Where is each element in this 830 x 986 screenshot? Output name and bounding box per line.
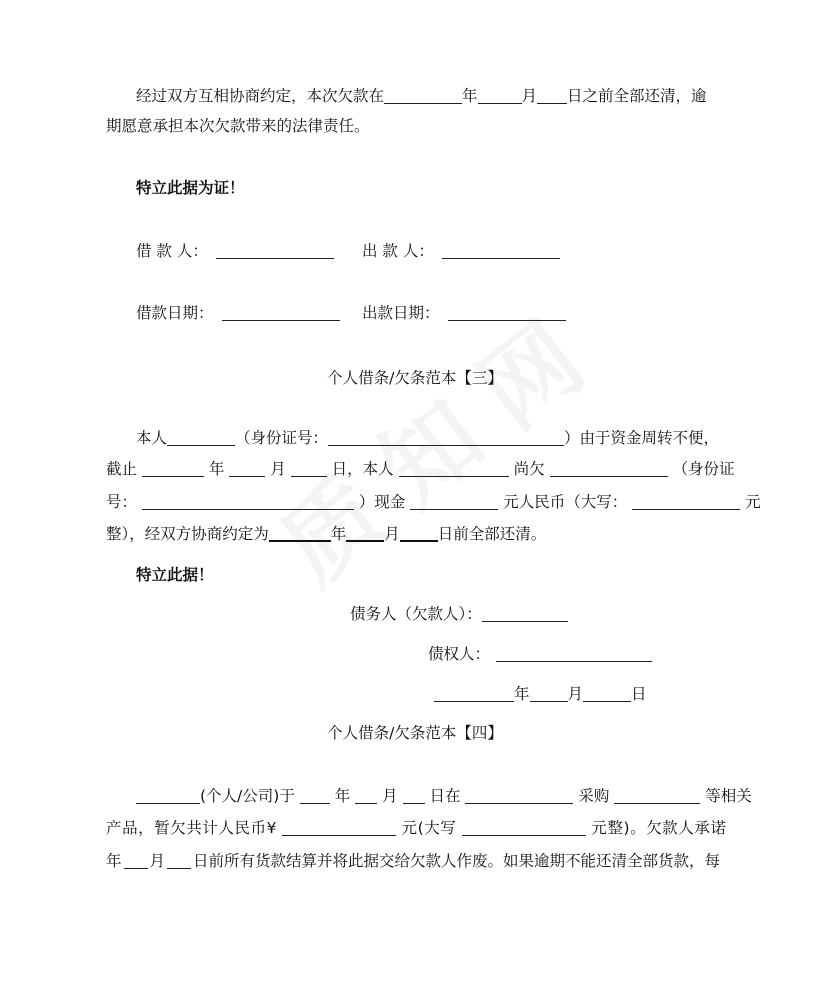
blank-field[interactable] <box>400 526 438 542</box>
debtor-line: 债务人（欠款人）： <box>350 604 568 624</box>
section-title-4: 个人借条/欠条范本【四】 <box>327 724 503 742</box>
blank-field[interactable] <box>537 89 567 104</box>
blank-field[interactable] <box>478 89 522 104</box>
blank-field[interactable] <box>124 854 148 869</box>
amount-field[interactable] <box>410 495 498 510</box>
blank-field[interactable] <box>355 789 377 804</box>
debtor-field[interactable] <box>482 607 568 622</box>
amount-words-field[interactable] <box>462 821 586 836</box>
lend-date-field[interactable] <box>448 306 566 321</box>
borrower-line: 借 款 人： <box>136 241 334 261</box>
repayment-clause-cont: 期愿意承担本次欠款带来的法律责任。 <box>106 117 370 135</box>
blank-field[interactable] <box>300 789 330 804</box>
name-field[interactable] <box>136 789 200 804</box>
blank-field[interactable] <box>384 89 462 104</box>
blank-field[interactable] <box>530 687 568 702</box>
id-number-field[interactable] <box>328 431 564 446</box>
blank-field[interactable] <box>550 462 668 477</box>
amount-field[interactable] <box>282 821 396 836</box>
blank-field[interactable] <box>269 526 331 542</box>
lender-line: 出 款 人： <box>362 241 560 261</box>
creditor-field[interactable] <box>496 647 652 662</box>
blank-field[interactable] <box>229 462 265 477</box>
iou3-line3: 号： ）现金 元人民币（大写： 元 <box>106 493 761 511</box>
lend-date-line: 出款日期： <box>362 303 566 323</box>
blank-field[interactable] <box>399 462 509 477</box>
id-number-field[interactable] <box>142 495 354 510</box>
location-field[interactable] <box>465 789 573 804</box>
borrow-date-line: 借款日期： <box>136 303 340 323</box>
blank-field[interactable] <box>583 687 631 702</box>
blank-field[interactable] <box>346 526 384 542</box>
blank-field[interactable] <box>167 854 191 869</box>
certification-text: 特立此据为证！ <box>136 179 245 197</box>
amount-words-field[interactable] <box>632 495 740 510</box>
blank-field[interactable] <box>434 687 514 702</box>
iou4-line3: 年 月 日前所有货款结算并将此据交给欠款人作废。如果逾期不能还清全部货款，每 <box>106 852 721 870</box>
date-line: 年 月 日 <box>434 684 647 704</box>
iou4-line1: (个人/公司)于 年 月 日在 采购 等相关 <box>106 786 726 806</box>
section-title-3: 个人借条/欠条范本【三】 <box>327 369 503 387</box>
name-field[interactable] <box>167 431 235 446</box>
lender-field[interactable] <box>442 244 560 259</box>
borrow-date-field[interactable] <box>222 306 340 321</box>
iou4-line2: 产品，暂欠共计人民币¥ 元(大写 元整)。欠款人承诺 <box>106 819 726 837</box>
iou3-line2: 截止 年 月 日，本人 尚欠 （身份证 <box>106 460 735 478</box>
repayment-clause: 经过双方互相协商约定，本次欠款在 年 月 日之前全部还清，逾 <box>136 87 707 105</box>
blank-field[interactable] <box>291 462 327 477</box>
blank-field[interactable] <box>403 789 425 804</box>
iou3-line4: 整），经双方协商约定为 年 月 日前全部还清。 <box>106 525 547 543</box>
certification-text: 特立此据！ <box>136 566 214 584</box>
blank-field[interactable] <box>142 462 204 477</box>
creditor-line: 债权人： <box>428 644 652 664</box>
borrower-field[interactable] <box>216 244 334 259</box>
product-field[interactable] <box>614 789 700 804</box>
iou3-line1: 本人 （身份证号： ）由于资金周转不便， <box>136 429 720 447</box>
